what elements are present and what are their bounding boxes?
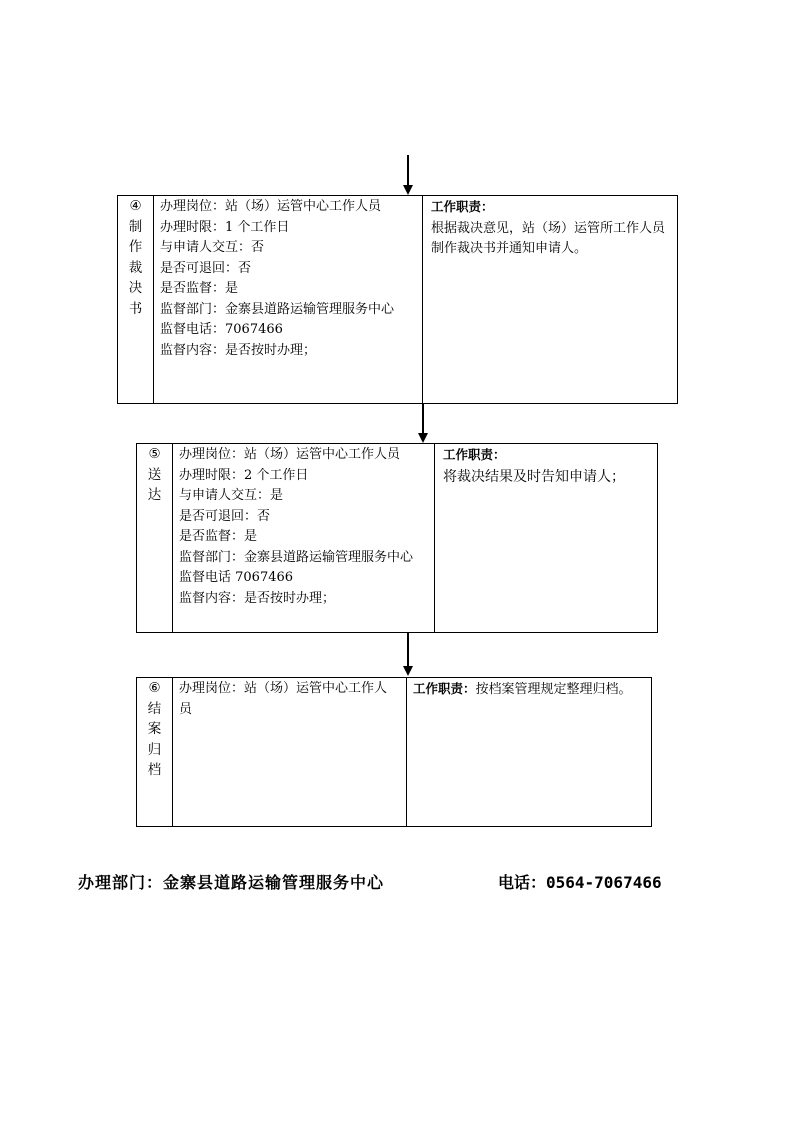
step-4-info-line: 监督电话：7067466 <box>160 322 283 337</box>
step-5-duty <box>435 444 657 632</box>
step-6-duty-text: 按档案管理规定整理归档。 <box>475 682 632 697</box>
flow-arrow-to-step-5 <box>413 403 433 443</box>
step-4-info-line: 是否监督：是 <box>160 281 239 296</box>
step-4-name-char: 书 <box>128 300 143 317</box>
step-4-info <box>154 196 423 403</box>
step-4-info-line: 监督内容：是否按时办理； <box>160 342 317 358</box>
step-4-number-column <box>118 196 154 403</box>
step-6-name-char: 案 <box>147 721 162 737</box>
step-5-info-line: 办理岗位：站（场）运管中心工作人员 <box>179 447 401 462</box>
step-5-info-line: 监督部门：金寨县道路运输管理服务中心 <box>179 549 414 565</box>
step-4-name-char: 制 <box>128 218 143 235</box>
step-4-info-line: 与申请人交互：否 <box>160 240 265 255</box>
step-4-name-char: 决 <box>128 280 143 296</box>
step-5-info-line: 是否监督：是 <box>179 529 258 544</box>
step-6-duty <box>407 678 651 826</box>
step-5-info-line: 监督内容：是否按时办理； <box>179 590 336 606</box>
step-5-info-line: 与申请人交互：是 <box>179 488 284 503</box>
flow-arrow-to-step-4 <box>398 155 418 195</box>
step-4-info-line: 监督部门：金寨县道路运输管理服务中心 <box>160 301 395 317</box>
step-5-name-char: 达 <box>147 487 162 503</box>
flow-arrow-to-step-6 <box>398 632 418 677</box>
step-5-info <box>173 444 435 632</box>
step-6-name-char: 结 <box>147 700 162 717</box>
step-5-info-line: 是否可退回：否 <box>179 508 271 524</box>
step-4-duty-text: 根据裁决意见，站（场）运管所工作人员制作裁决书并通知申请人。 <box>431 220 666 256</box>
step-6-info-line: 办理岗位：站（场）运管中心工作人 <box>179 681 388 696</box>
step-6-number-column <box>137 678 173 826</box>
step-5-number-column <box>137 444 173 632</box>
step-4-info-line: 办理岗位：站（场）运管中心工作人员 <box>160 199 382 214</box>
step-4-info-line: 办理时限：1 个工作日 <box>160 219 290 235</box>
step-6-box <box>136 677 652 827</box>
step-6-info <box>173 678 407 826</box>
step-6-duty-label: 工作职责： <box>413 681 476 696</box>
step-4-box <box>117 195 678 404</box>
footer-department: 办理部门：金寨县道路运输管理服务中心 <box>78 873 385 892</box>
step-6-number: ⑥ <box>148 680 161 696</box>
step-5-name-char: 送 <box>147 466 162 483</box>
step-5-duty-label: 工作职责： <box>443 447 506 462</box>
step-6-name-char: 档 <box>147 762 162 778</box>
step-4-name-char: 裁 <box>128 259 143 276</box>
step-4-name-char: 作 <box>128 239 143 255</box>
step-5-info-line: 办理时限：2 个工作日 <box>179 467 309 483</box>
step-5-box <box>136 443 658 633</box>
step-4-number: ④ <box>129 198 142 214</box>
step-5-info-line: 监督电话 7067466 <box>179 570 294 585</box>
step-6-info-line: 员 <box>179 701 193 717</box>
step-5-duty-text: 将裁决结果及时告知申请人； <box>443 468 625 485</box>
step-4-duty-label: 工作职责： <box>431 199 494 214</box>
step-6-name-char: 归 <box>147 741 162 758</box>
step-4-info-line: 是否可退回：否 <box>160 260 252 276</box>
footer-phone: 电话：0564-7067466 <box>498 873 662 892</box>
step-4-duty <box>423 196 677 403</box>
step-5-number: ⑤ <box>148 446 161 462</box>
